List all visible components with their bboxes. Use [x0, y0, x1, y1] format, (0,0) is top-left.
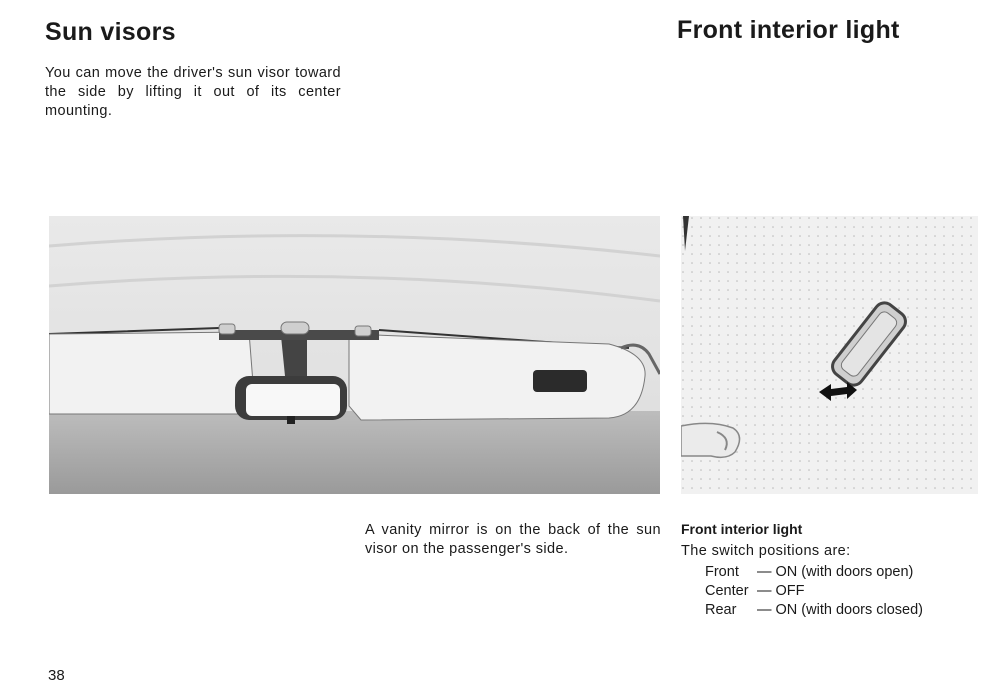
interior-light-photo [681, 216, 978, 494]
switch-position-label: Center [705, 583, 749, 599]
interior-light-illustration [681, 216, 978, 494]
vanity-mirror-caption: A vanity mirror is on the back of the sun visor on the passenger's side. [365, 522, 661, 557]
switch-position-row [705, 563, 923, 582]
switch-position-state: — OFF [757, 583, 805, 599]
switch-position-row [705, 601, 923, 620]
sun-visor-photo [49, 216, 660, 494]
switch-position-label: Front [705, 564, 739, 580]
switch-positions-intro: The switch positions are: [681, 543, 851, 559]
front-interior-light-title: Front interior light [677, 16, 900, 44]
interior-light-subheading: Front interior light [681, 521, 803, 537]
switch-position-row [705, 582, 923, 601]
sun-visor-illustration [49, 216, 660, 494]
page-number: 38 [48, 667, 65, 684]
switch-position-label: Rear [705, 602, 737, 618]
switch-position-state: — ON (with doors open) [757, 564, 914, 580]
switch-positions-list [705, 563, 923, 620]
sun-visors-paragraph: You can move the driver's sun visor toward the side by lifting it out of its center mounting. [45, 65, 341, 119]
switch-position-state: — ON (with doors closed) [757, 602, 923, 618]
sun-visors-title: Sun visors [45, 18, 176, 46]
